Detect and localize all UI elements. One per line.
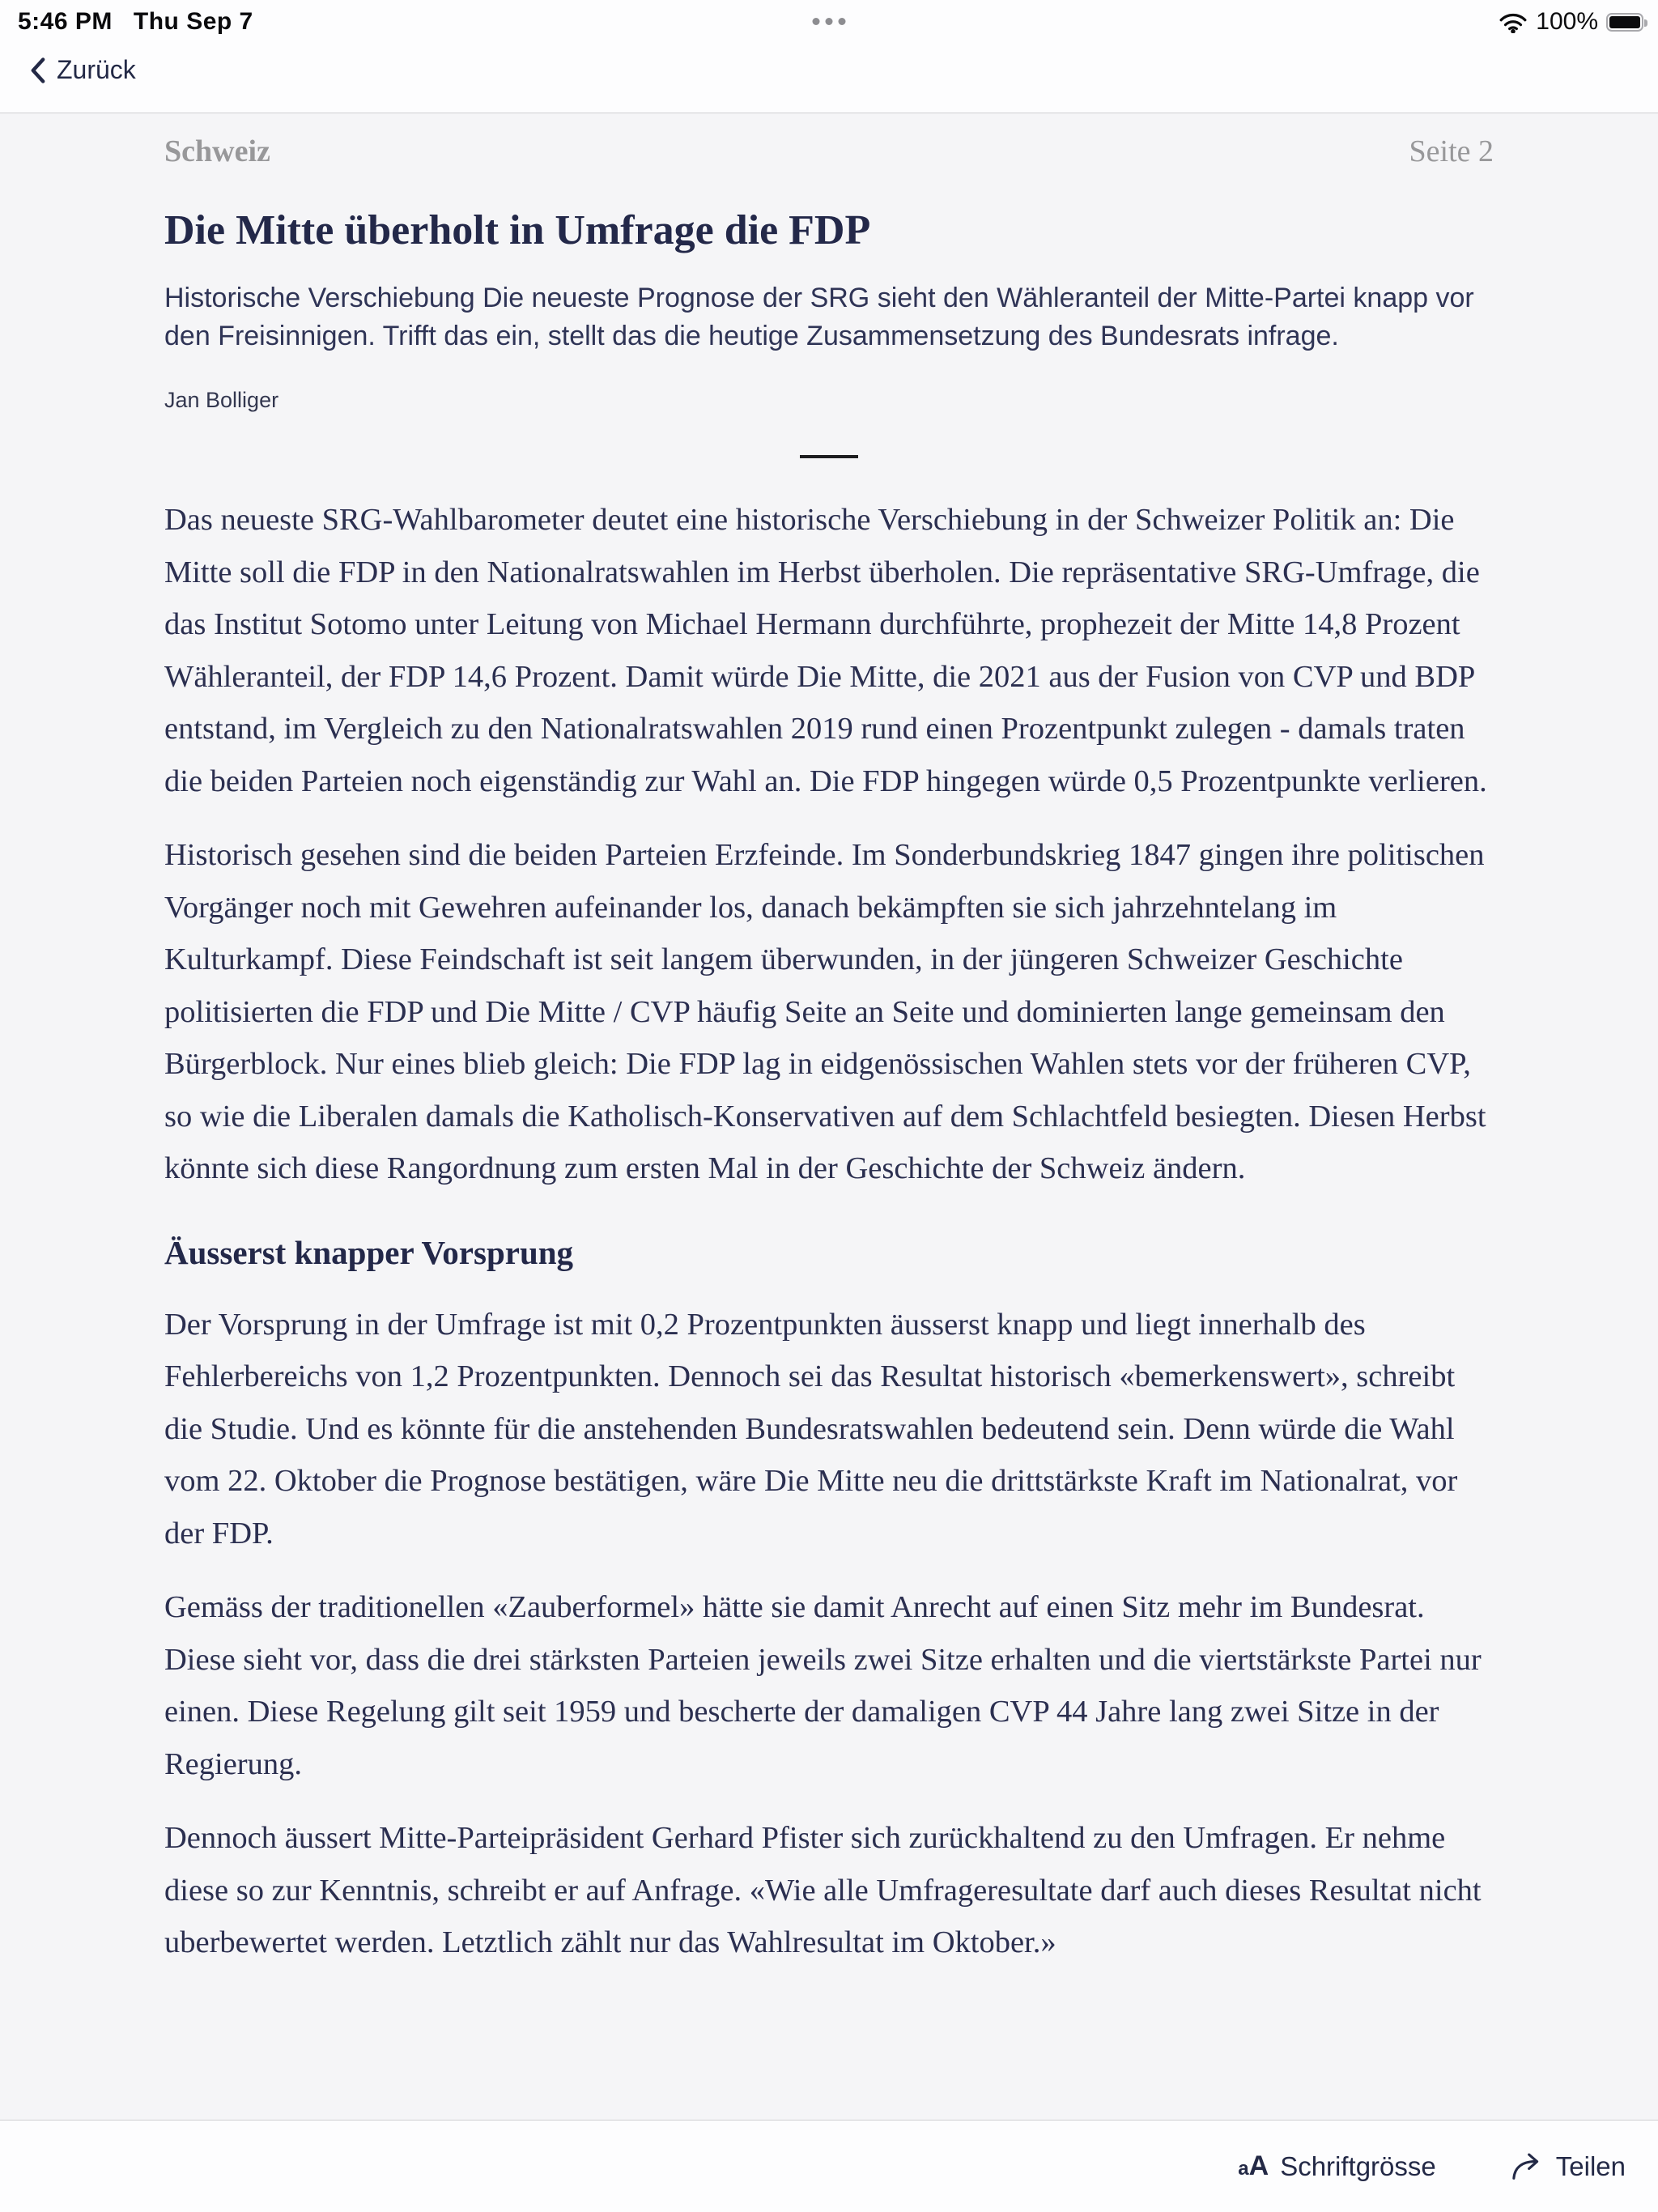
bottom-toolbar [0, 2120, 1658, 2212]
status-bar [0, 5, 1658, 39]
section-divider [800, 455, 858, 458]
chevron-left-icon [29, 57, 47, 83]
font-size-icon: a A [1238, 2150, 1269, 2181]
status-right [1499, 8, 1643, 36]
ellipsis-icon[interactable] [813, 18, 846, 25]
kicker-row [164, 134, 1494, 169]
article-title: Die Mitte überholt in Umfrage die FDP [164, 207, 871, 253]
share-label: Teilen [1555, 2150, 1626, 2181]
status-time: 5:46 PM [18, 8, 113, 35]
back-label: Zurück [57, 55, 136, 84]
article-paragraph: Das neueste SRG-Wahlbarometer deutet eine historische Verschiebung in der Schweizer Politik an: Die Mitte soll die FDP in den Nationalratswahlen im Herbst überholen. Die repräsentative SRG-Umfrage, die das Institut Sotomo unter Leitung von Michael Hermann durchführte, prophezeit der Mitte 14,8 Prozent Wähleranteil, der FDP 14,6 Prozent. Damit würde Die Mitte, die 2021 aus der Fusion von CVP und BDP entstand, im Vergleich zu den Nationalratswahlen 2019 rund einen Prozentpunkt zulegen - damals traten die beiden Parteien noch eigenständig zur Wahl an. Die FDP hingegen würde 0,5 Prozentpunkte verlieren. [164, 503, 1487, 798]
top-header [0, 0, 1658, 113]
back-button[interactable] [29, 55, 136, 85]
share-button[interactable] [1511, 2151, 1626, 2182]
article-paragraph: Der Vorsprung in der Umfrage ist mit 0,2 Prozentpunkten äusserst knapp und liegt innerhalb des Fehlerbereichs von 1,2 Prozentpunkten. Dennoch sei das Resultat historisch «bemerkenswert», schreibt die Studie. Und es könnte für die anstehenden Bundesratswahlen bedeutend sein. Denn würde die Wahl vom 22. Oktober die Prognose bestätigen, wäre Die Mitte neu die drittstärkste Kraft im Nationalrat, vor der FDP. [164, 1307, 1458, 1551]
share-icon [1511, 2151, 1545, 2182]
article-author: Jan Bolliger [164, 388, 279, 412]
status-left [18, 8, 253, 36]
section-label: Schweiz [164, 134, 270, 168]
nav-row [0, 44, 1658, 108]
font-size-button[interactable] [1238, 2150, 1436, 2182]
article-paragraph: Dennoch äussert Mitte-Parteipräsident Gerhard Pfister sich zurückhaltend zu den Umfragen. Er nehme diese so zur Kenntnis, schreibt er auf Anfrage. «Wie alle Umfrageresultate darf auch dieses Resultat nicht uberbewertet werden. Letztlich zählt nur das Wahlresultat im Oktober.» [164, 1821, 1482, 1959]
article-viewport[interactable] [0, 113, 1658, 2119]
font-size-label: Schriftgrösse [1280, 2150, 1436, 2181]
article-paragraph: Gemäss der traditionellen «Zauberformel» hätte sie damit Anrecht auf einen Sitz mehr im Bundesrat. Diese sieht vor, dass die drei stärksten Parteien jeweils zwei Sitze erhalten und die viertstärkste Partei nur einen. Diese Regelung gilt seit 1959 und bescherte der damaligen CVP 44 Jahre lang zwei Sitze in der Regierung. [164, 1590, 1482, 1781]
page-number: Seite 2 [1409, 134, 1494, 168]
article-paragraph: Historisch gesehen sind die beiden Parteien Erzfeinde. Im Sonderbundskrieg 1847 gingen ihre politischen Vorgänger noch mit Gewehren aufeinander los, danach bekämpften sie sich jahrzehntelang im Kulturkampf. Diese Feindschaft ist seit langem überwunden, in der jüngeren Schweizer Geschichte politisierten die FDP und Die Mitte / CVP häufig Seite an Seite und dominierten lange gemeinsam den Bürgerblock. Nur eines blieb gleich: Die FDP lag in eidgenössischen Wahlen stets vor der früheren CVP, so wie die Liberalen damals die Katholisch-Konservativen auf dem Schlachtfeld besiegten. Diesen Herbst könnte sich diese Rangordnung zum ersten Mal in der Geschichte der Schweiz ändern. [164, 838, 1486, 1185]
battery-percent: 100% [1536, 8, 1598, 35]
article-lead: Historische Verschiebung Die neueste Prognose der SRG sieht den Wähleranteil der Mitte-Partei knapp vor den Freisinnigen. Trifft das ein, stellt das die heutige Zusammensetzung des Bundesrats infrage. [164, 283, 1474, 351]
article-subheading: Äusserst knapper Vorsprung [164, 1233, 574, 1271]
status-date: Thu Sep 7 [133, 8, 253, 35]
article-body [164, 494, 1494, 1969]
article-column [164, 113, 1494, 1969]
battery-icon [1606, 13, 1643, 32]
wifi-icon [1499, 11, 1528, 33]
